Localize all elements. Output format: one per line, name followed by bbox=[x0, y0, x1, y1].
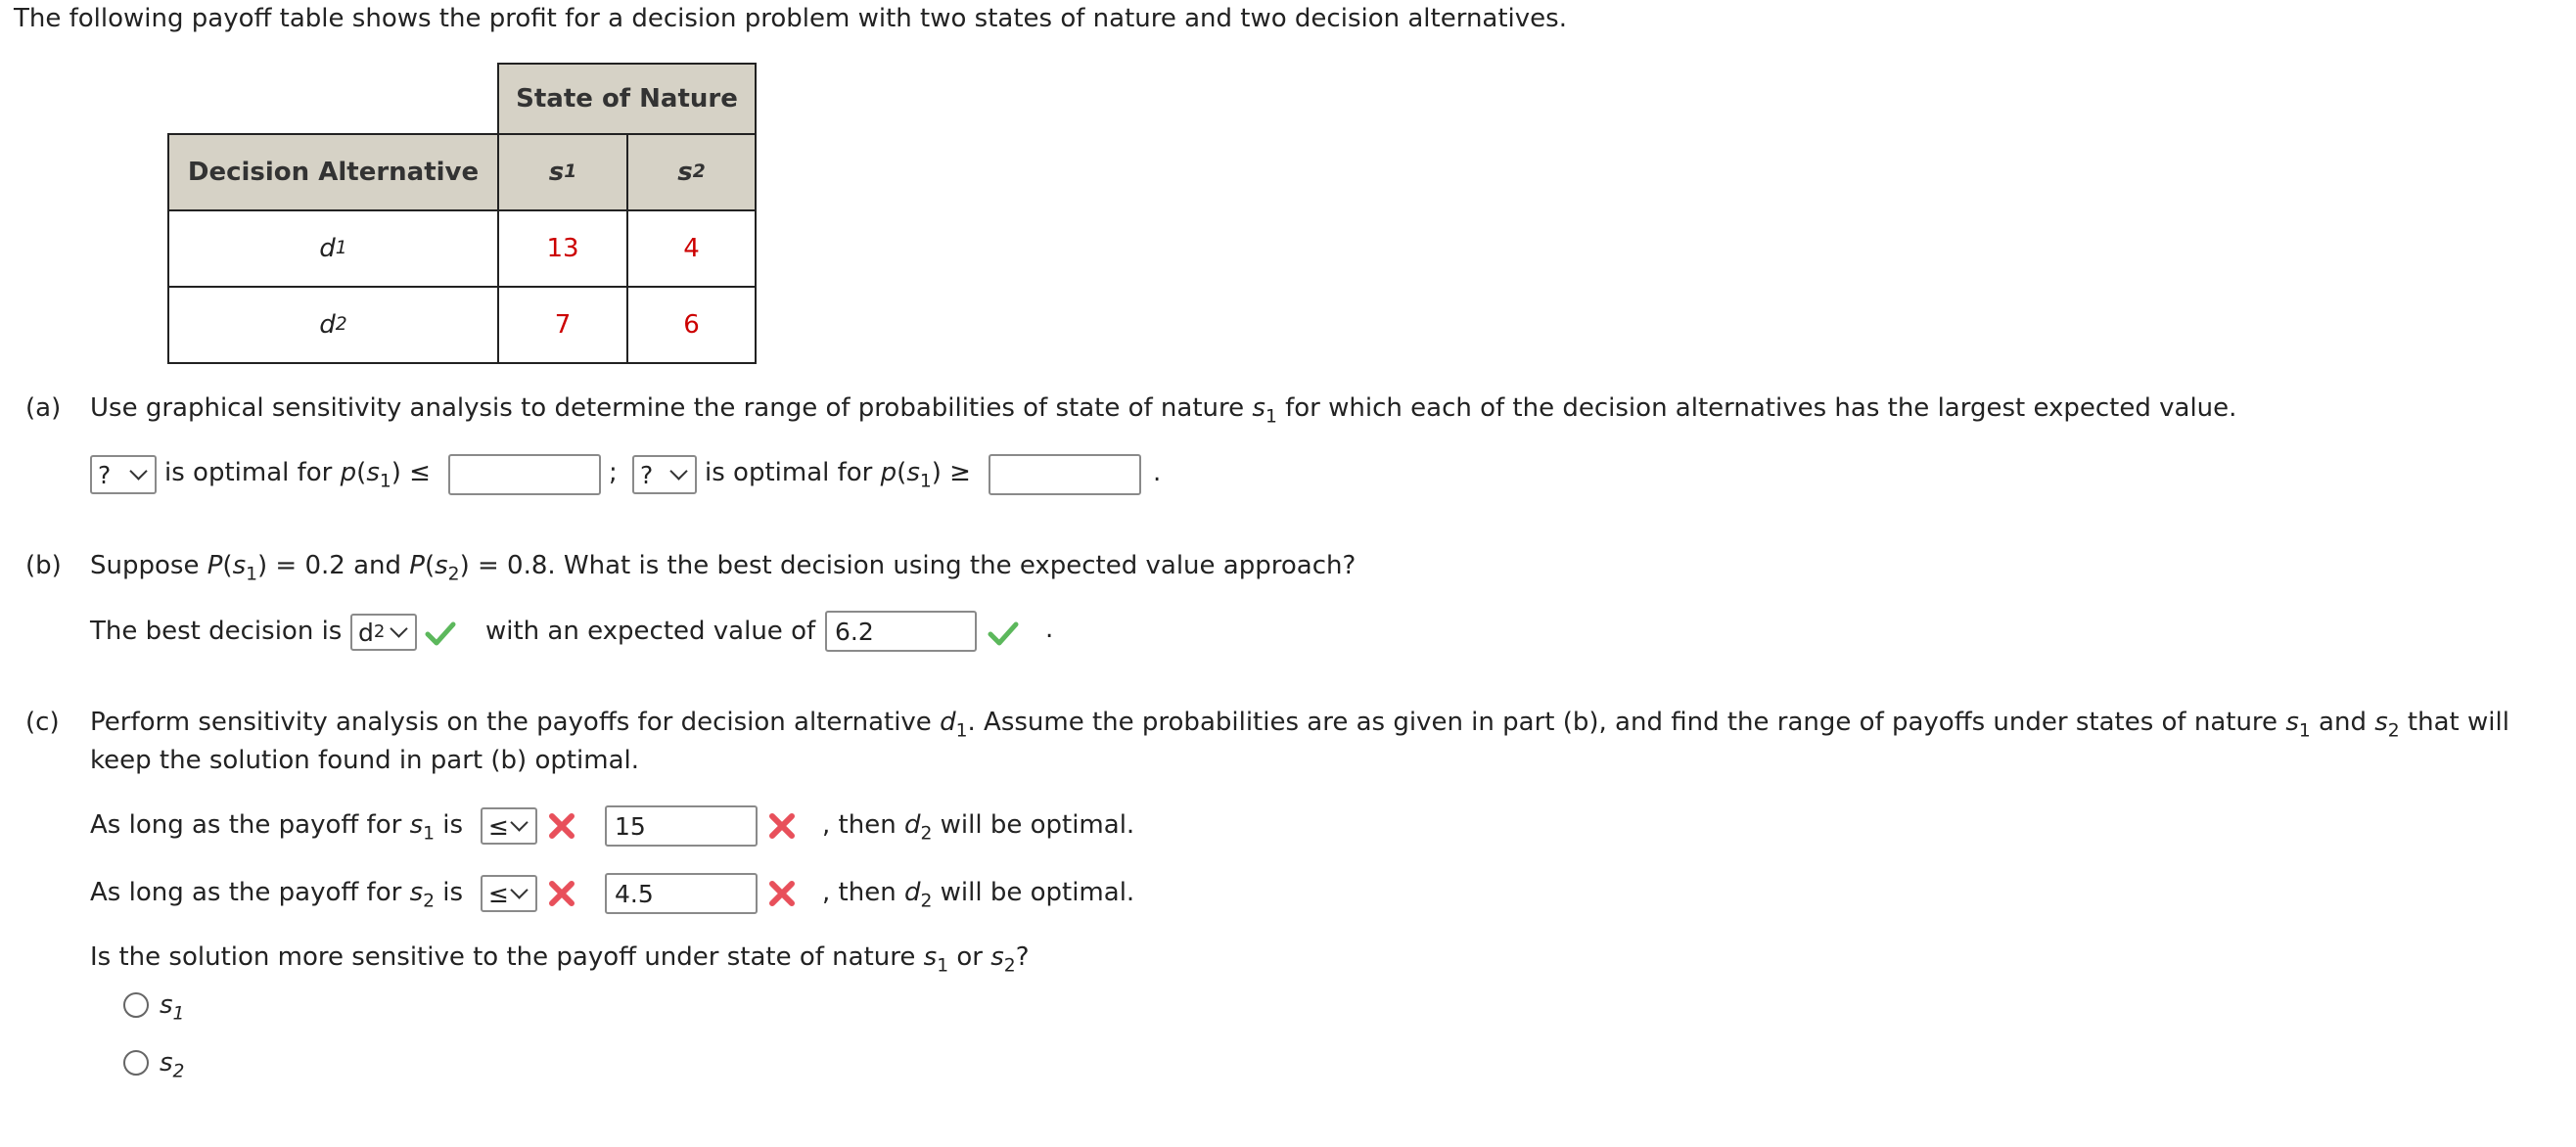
part-a-prob-input-1[interactable] bbox=[448, 454, 601, 495]
chevron-down-icon bbox=[129, 462, 147, 480]
state-col-s1: s 1 bbox=[497, 133, 628, 211]
part-a-decision-select-1[interactable]: ? bbox=[90, 455, 157, 494]
part-c-s1-inequality-select[interactable]: ≤ bbox=[481, 807, 537, 845]
part-c-s1-row-conclusion: , then $d_2$ will be optimal. bbox=[822, 810, 1135, 845]
part-c-s2-payoff-input[interactable] bbox=[605, 873, 758, 914]
radio-option-s2[interactable] bbox=[123, 1050, 149, 1076]
payoff-d2-s1: 7 bbox=[497, 286, 628, 364]
incorrect-x-icon bbox=[545, 877, 578, 910]
part-a-decision-select-2[interactable]: ? bbox=[632, 455, 697, 494]
part-c-s2-row-conclusion: , then $d_2$ will be optimal. bbox=[822, 878, 1135, 912]
part-c-question-line-1: Perform sensitivity analysis on the payoffs for decision alternative $d_1$. Assume the probabilities are as given in part (b), and find the range of payoffs under states of nature $s_1$ and $s_2$ that will bbox=[90, 708, 2509, 742]
payoff-d1-s2: 4 bbox=[626, 209, 757, 288]
payoff-d2-s2: 6 bbox=[626, 286, 757, 364]
incorrect-x-icon bbox=[765, 877, 799, 910]
chevron-down-icon bbox=[390, 619, 407, 637]
intro-text: The following payoff table shows the profit for a decision problem with two states of nature and two decision alternatives. bbox=[14, 4, 1567, 33]
part-c-question-line-2: keep the solution found in part (b) optimal. bbox=[90, 746, 640, 775]
correct-check-icon bbox=[987, 617, 1020, 650]
row-label-d2: d 2 bbox=[167, 286, 499, 364]
radio-option-s1-label: $s_1$ bbox=[160, 990, 185, 1025]
part-c-s2-inequality-select[interactable]: ≤ bbox=[481, 875, 537, 912]
part-a-question: Use graphical sensitivity analysis to determine the range of probabilities of state of nature $s_1$ for which each of the decision alternatives has the largest expected value. bbox=[90, 393, 2237, 428]
chevron-down-icon bbox=[669, 462, 687, 480]
correct-check-icon bbox=[424, 617, 457, 650]
payoff-d1-s1: 13 bbox=[497, 209, 628, 288]
incorrect-x-icon bbox=[765, 809, 799, 843]
part-a-prob-input-2[interactable] bbox=[989, 454, 1141, 495]
chevron-down-icon bbox=[510, 881, 528, 898]
part-a-label: (a) bbox=[25, 393, 62, 423]
part-c-label: (c) bbox=[25, 708, 60, 737]
part-c-sensitivity-question: Is the solution more sensitive to the payoff under state of nature $s_1$ or $s_2$? bbox=[90, 942, 1030, 977]
part-b-question: Suppose $P(s_1) = 0.2$ and $P(s_2) = 0.8$. What is the best decision using the expected value approach? bbox=[90, 551, 1357, 585]
part-a-semicolon: ; bbox=[609, 458, 618, 487]
row-label-d1: d 1 bbox=[167, 209, 499, 288]
chevron-down-icon bbox=[510, 813, 528, 831]
part-b-expected-value-text: with an expected value of bbox=[485, 617, 816, 646]
decision-alternative-header: Decision Alternative bbox=[167, 133, 499, 211]
part-b-expected-value-input[interactable] bbox=[825, 611, 977, 652]
part-b-best-decision-text: The best decision is bbox=[90, 617, 343, 646]
radio-option-s2-label: $s_2$ bbox=[160, 1048, 185, 1082]
part-b-label: (b) bbox=[25, 551, 62, 580]
part-c-s2-row-text: As long as the payoff for $s_2$ is bbox=[90, 878, 464, 912]
part-b-decision-select[interactable]: d 2 bbox=[350, 614, 417, 651]
state-of-nature-header: State of Nature bbox=[497, 63, 757, 135]
radio-option-s1[interactable] bbox=[123, 992, 149, 1018]
incorrect-x-icon bbox=[545, 809, 578, 843]
part-a-text-2: is optimal for $p(s_1)$ ≥ bbox=[705, 458, 971, 492]
state-col-s2: s 2 bbox=[626, 133, 757, 211]
part-a-text-1: is optimal for $p(s_1)$ ≤ bbox=[164, 458, 431, 492]
part-a-period: . bbox=[1153, 458, 1162, 487]
part-c-s1-payoff-input[interactable] bbox=[605, 805, 758, 847]
part-c-s1-row-text: As long as the payoff for $s_1$ is bbox=[90, 810, 464, 845]
part-b-period: . bbox=[1045, 615, 1054, 644]
